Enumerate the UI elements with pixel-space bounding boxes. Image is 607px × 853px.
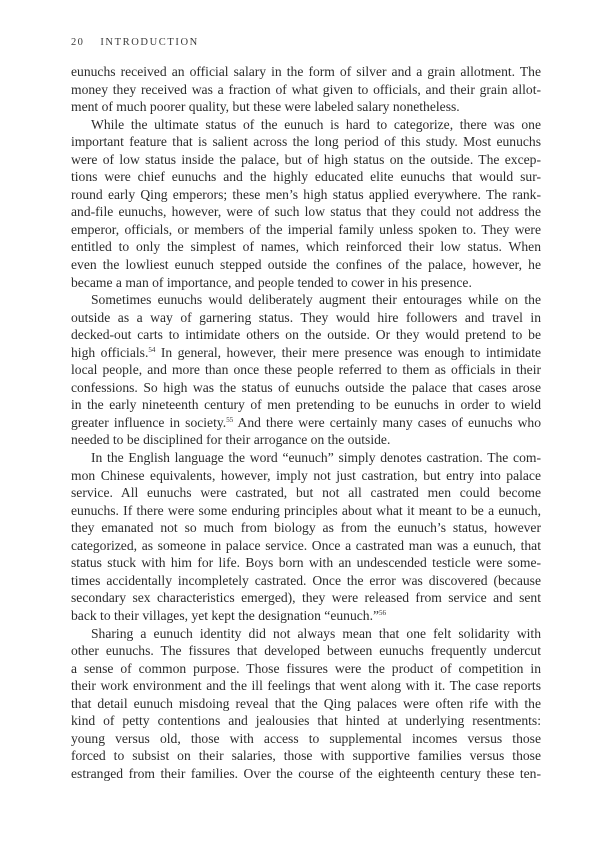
body-text [71, 63, 541, 782]
text-line-continuation: In general, however, their mere presence was enough to intimidate [155, 344, 541, 360]
text-line-content: eunuchs received an official salary in the form of silver and a grain allotment. The [71, 64, 541, 79]
text-line-content: forced to subsist on their salaries, those with supportive families versus those [71, 748, 541, 764]
text-line [71, 186, 541, 204]
text-line [71, 133, 541, 151]
text-line [71, 712, 541, 730]
text-line [71, 625, 541, 643]
footnote-marker: 54 [148, 345, 156, 354]
text-line [71, 502, 541, 520]
text-line [71, 607, 541, 625]
text-line-content: were of low status inside the palace, but of high status on the outside. The excep- [71, 151, 541, 167]
text-line [71, 238, 541, 256]
text-line [71, 414, 541, 432]
text-line-content: Sharing a eunuch identity did not always mean that one felt solidarity with [91, 625, 541, 641]
text-line-content: money they received was a fraction of what given to officials, and their grain allot- [71, 81, 541, 97]
text-line [71, 326, 541, 344]
text-line-content: needed to be disciplined for their arrogance on the outside. [71, 432, 391, 448]
text-line-content: eunuchs. If there were some enduring principles about what it meant to be a eunuch, [71, 502, 541, 518]
text-line-content: a sense of common purpose. Those fissures were the product of competition in [71, 660, 541, 676]
text-line [71, 431, 541, 449]
text-line-content: even the lowliest eunuch stepped outside the confines of the palace, however, he [71, 257, 541, 273]
text-line-content: status stuck with him for life. Boys born with an undescended testicle were some- [71, 555, 541, 571]
section-title: INTRODUCTION [100, 37, 199, 48]
text-line [71, 660, 541, 678]
text-line-content: outside as a way of garnering status. They would hire followers and travel in [71, 309, 541, 325]
text-line [71, 396, 541, 414]
text-line [71, 765, 541, 783]
running-head [71, 37, 199, 48]
text-line-content: kind of petty contentions and jealousies that hinted at underlying resentments: [71, 713, 541, 729]
text-line-content: service. All eunuchs were castrated, but not all castrated men could become [71, 485, 541, 501]
text-line [71, 63, 541, 81]
text-line-content: greater influence in society. [71, 414, 227, 430]
text-line [71, 484, 541, 502]
text-line-content: confessions. So high was the status of eunuchs outside the palace that cases arose [71, 379, 541, 395]
text-line-content: other eunuchs. The fissures that developed between eunuchs frequently undercut [71, 643, 541, 659]
text-line [71, 730, 541, 748]
text-line-content: estranged from their families. Over the course of the eighteenth century these ten- [71, 765, 541, 781]
text-line [71, 309, 541, 327]
text-line-content: mon Chinese equivalents, however, imply not just castration, but entry into palace [71, 467, 541, 483]
text-line [71, 677, 541, 695]
text-line-content: they emanated not so much from biology as from the eunuch’s status, however [71, 520, 541, 536]
text-line-content: important feature that is salient across the long period of this study. Most eunuchs [71, 134, 541, 150]
text-line [71, 467, 541, 485]
text-line-content: local people, and more than once these people referred to them as officials in their [71, 362, 541, 378]
text-line [71, 256, 541, 274]
text-line-content: secondary sex characteristics emerged), they were released from service and sent [71, 590, 541, 606]
text-line-content: entitled to only the simplest of names, which reinforced their low status. When [71, 239, 541, 255]
text-line [71, 449, 541, 467]
text-line [71, 537, 541, 555]
text-line-content: high officials. [71, 344, 149, 360]
text-line-content: While the ultimate status of the eunuch is hard to categorize, there was one [91, 116, 541, 132]
text-line-content: times accidentally incompletely castrated. Once the error was discovered (because [71, 572, 541, 588]
text-line [71, 589, 541, 607]
text-line-content: categorized, as someone in palace service. Once a castrated man was a eunuch, that [71, 537, 541, 553]
footnote-marker: 55 [226, 415, 234, 424]
text-line-content: In the English language the word “eunuch” simply denotes castration. The com- [91, 450, 541, 466]
text-line [71, 572, 541, 590]
text-line-content: Sometimes eunuchs would deliberately augment their entourages while on the [91, 292, 541, 308]
text-line [71, 642, 541, 660]
footnote-marker: 56 [379, 608, 387, 617]
text-line [71, 695, 541, 713]
text-line-content: in the early nineteenth century of men pretending to be eunuchs in order to wield [71, 397, 541, 413]
text-line-content: and-file eunuchs, however, were of such low status that they could not address the [71, 204, 541, 220]
text-line [71, 344, 541, 362]
text-line [71, 168, 541, 186]
text-line-content: tions were chief eunuchs and the highly educated elite eunuchs that would sur- [71, 169, 541, 185]
text-line-content: young versus old, those with access to supplemental incomes versus those [71, 730, 541, 746]
text-line [71, 274, 541, 292]
text-line-continuation: And there were certainly many cases of eunuchs who [233, 414, 541, 430]
text-line [71, 519, 541, 537]
text-line [71, 151, 541, 169]
text-line-content: their work environment and the ill feelings that went along with it. The case reports [71, 678, 541, 694]
text-line-content: became a man of importance, and people tended to cower in his presence. [71, 274, 472, 290]
page-number: 20 [71, 37, 85, 48]
text-line-content: that detail eunuch misdoing reveal that the Qing palaces were often rife with the [71, 695, 541, 711]
text-line [71, 747, 541, 765]
text-line [71, 116, 541, 134]
text-line [71, 379, 541, 397]
text-line [71, 554, 541, 572]
text-line-content: back to their villages, yet kept the designation “eunuch.” [71, 607, 380, 623]
text-line-content: ment of much poorer quality, but these were labeled salary nonetheless. [71, 99, 460, 115]
text-line-content: emperor, officials, or members of the imperial family unless spoken to. They were [71, 221, 541, 237]
text-line [71, 81, 541, 99]
text-line [71, 361, 541, 379]
text-line [71, 291, 541, 309]
text-line [71, 221, 541, 239]
text-line-content: decked-out carts to intimidate others on the outside. Or they would pretend to be [71, 327, 541, 343]
text-line [71, 203, 541, 221]
text-line [71, 98, 541, 116]
text-line-content: round early Qing emperors; these men’s high status applied everywhere. The rank- [71, 186, 541, 202]
